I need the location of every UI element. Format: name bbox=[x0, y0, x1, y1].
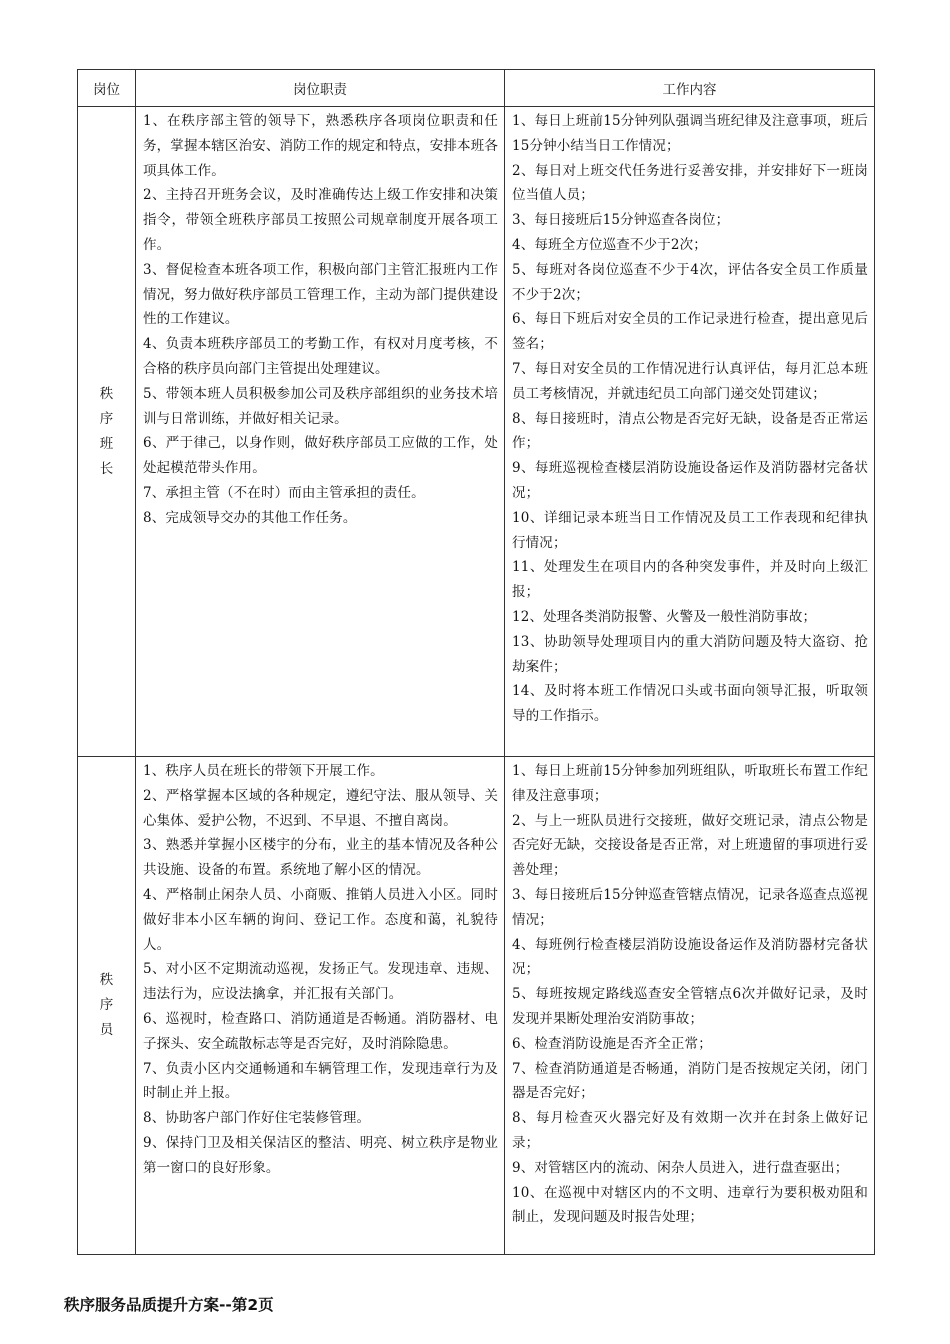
header-tasks: 工作内容 bbox=[505, 70, 875, 107]
duty-item: 5、带领本班人员积极参加公司及秩序部组织的业务技术培训与日常训练，并做好相关记录。 bbox=[143, 385, 498, 427]
duty-item: 6、严于律己，以身作则，做好秩序部员工应做的工作，处处起模范带头作用。 bbox=[143, 435, 498, 477]
duty-item: 4、严格制止闲杂人员、小商贩、推销人员进入小区。同时做好非本小区车辆的询问、登记工作。态度和蔼，礼貌待人。 bbox=[143, 886, 498, 953]
task-item: 6、每日下班后对安全员的工作记录进行检查，提出意见后签名； bbox=[512, 311, 868, 353]
task-item: 11、处理发生在项目内的各种突发事件，并及时向上级汇报； bbox=[512, 559, 868, 601]
duty-item: 6、巡视时，检查路口、消防通道是否畅通。消防器材、电子探头、安全疏散标志等是否完好，及时消除隐患。 bbox=[143, 1010, 498, 1052]
header-duties: 岗位职责 bbox=[136, 70, 505, 107]
duty-item: 2、严格掌握本区域的各种规定，遵纪守法、服从领导、关心集体、爱护公物，不迟到、不早退、不擅自离岗。 bbox=[143, 787, 498, 829]
task-item: 10、详细记录本班当日工作情况及员工工作表现和纪律执行情况； bbox=[512, 509, 868, 551]
task-item: 2、与上一班队员进行交接班，做好交班记录，清点公物是否完好无缺，交接设备是否正常，对上班遗留的事项进行妥善处理； bbox=[512, 812, 868, 879]
duties-cell bbox=[136, 757, 505, 1255]
task-item: 3、每日接班后15分钟巡查管辖点情况，记录各巡查点巡视情况； bbox=[512, 886, 868, 928]
duty-item: 8、协助客户部门作好住宅装修管理。 bbox=[143, 1110, 371, 1127]
task-item: 1、每日上班前15分钟参加列班组队，听取班长布置工作纪律及注意事项； bbox=[512, 763, 868, 804]
tasks-cell bbox=[505, 757, 875, 1255]
page-footer: 秩序服务品质提升方案--第2页 bbox=[64, 1296, 274, 1314]
table-header-row bbox=[78, 70, 875, 107]
position-cell: 秩 序 员 bbox=[78, 757, 136, 1255]
table-row-squad-leader bbox=[78, 107, 875, 757]
duty-item: 9、保持门卫及相关保洁区的整洁、明亮、树立秩序是物业第一窗口的良好形象。 bbox=[143, 1134, 498, 1176]
header-position: 岗位 bbox=[78, 70, 136, 107]
task-item: 9、每班巡视检查楼层消防设施设备运作及消防器材完备状况； bbox=[512, 460, 868, 501]
duty-item: 2、主持召开班务会议，及时准确传达上级工作安排和决策指令，带领全班秩序部员工按照公司规章制度开展各项工作。 bbox=[143, 187, 498, 253]
task-item: 6、检查消防设施是否齐全正常； bbox=[512, 1035, 712, 1052]
duty-item: 4、负责本班秩序部员工的考勤工作，有权对月度考核，不合格的秩序员向部门主管提出处理建议。 bbox=[143, 336, 498, 377]
table-row-security-officer bbox=[78, 757, 875, 1255]
duty-item: 3、熟悉并掌握小区楼宇的分布，业主的基本情况及各种公共设施、设备的布置。系统地了解小区的情况。 bbox=[143, 837, 498, 879]
duty-table bbox=[77, 69, 875, 1255]
duty-item: 1、在秩序部主管的领导下，熟悉秩序各项岗位职责和任务，掌握本辖区治安、消防工作的规定和特点，安排本班各项具体工作。 bbox=[143, 113, 498, 179]
task-item: 4、每班全方位巡查不少于2次； bbox=[512, 236, 707, 253]
task-item: 1、每日上班前15分钟列队强调当班纪律及注意事项，班后15分钟小结当日工作情况； bbox=[512, 113, 868, 154]
task-item: 2、每日对上班交代任务进行妥善安排，并安排好下一班岗位当值人员； bbox=[512, 162, 868, 204]
duty-item: 7、承担主管（不在时）而由主管承担的责任。 bbox=[143, 484, 425, 501]
task-item: 12、处理各类消防报警、火警及一般性消防事故； bbox=[512, 608, 817, 625]
duty-item: 1、秩序人员在班长的带领下开展工作。 bbox=[143, 763, 384, 779]
task-item: 7、每日对安全员的工作情况进行认真评估，每月汇总本班员工考核情况，并就违纪员工向部门递交处罚建议； bbox=[512, 360, 868, 402]
duties-cell bbox=[136, 107, 505, 757]
task-item: 3、每日接班后15分钟巡查各岗位； bbox=[512, 212, 730, 229]
task-item: 14、及时将本班工作情况口头或书面向领导汇报，听取领导的工作指示。 bbox=[512, 683, 868, 725]
task-item: 13、协助领导处理项目内的重大消防问题及特大盗窃、抢劫案件； bbox=[512, 633, 868, 675]
duty-item: 7、负责小区内交通畅通和车辆管理工作，发现违章行为及时制止并上报。 bbox=[143, 1060, 498, 1102]
task-item: 10、在巡视中对辖区内的不文明、违章行为要积极劝阻和制止，发现问题及时报告处理； bbox=[512, 1184, 868, 1226]
task-item: 4、每班例行检查楼层消防设施设备运作及消防器材完备状况； bbox=[512, 936, 868, 978]
duty-item: 3、督促检查本班各项工作，积极向部门主管汇报班内工作情况，努力做好秩序部员工管理工作，主动为部门提供建设性的工作建议。 bbox=[143, 261, 498, 328]
task-item: 8、每月检查灭火器完好及有效期一次并在封条上做好记录； bbox=[512, 1110, 868, 1151]
position-cell: 秩 序 班 长 bbox=[78, 107, 136, 757]
task-item: 8、每日接班时，清点公物是否完好无缺，设备是否正常运作； bbox=[512, 410, 868, 452]
tasks-cell bbox=[505, 107, 875, 757]
task-item: 5、每班按规定路线巡查安全管辖点6次并做好记录，及时发现并果断处理治安消防事故； bbox=[512, 986, 868, 1027]
duty-item: 8、完成领导交办的其他工作任务。 bbox=[143, 509, 357, 526]
task-item: 9、对管辖区内的流动、闲杂人员进入，进行盘查驱出； bbox=[512, 1159, 849, 1176]
duty-item: 5、对小区不定期流动巡视，发扬正气。发现违章、违规、违法行为，应设法擒拿，并汇报有关部门。 bbox=[143, 961, 498, 1003]
task-item: 7、检查消防通道是否畅通，消防门是否按规定关闭，闭门器是否完好； bbox=[512, 1060, 868, 1102]
task-item: 5、每班对各岗位巡查不少于4次，评估各安全员工作质量不少于2次； bbox=[512, 261, 868, 303]
